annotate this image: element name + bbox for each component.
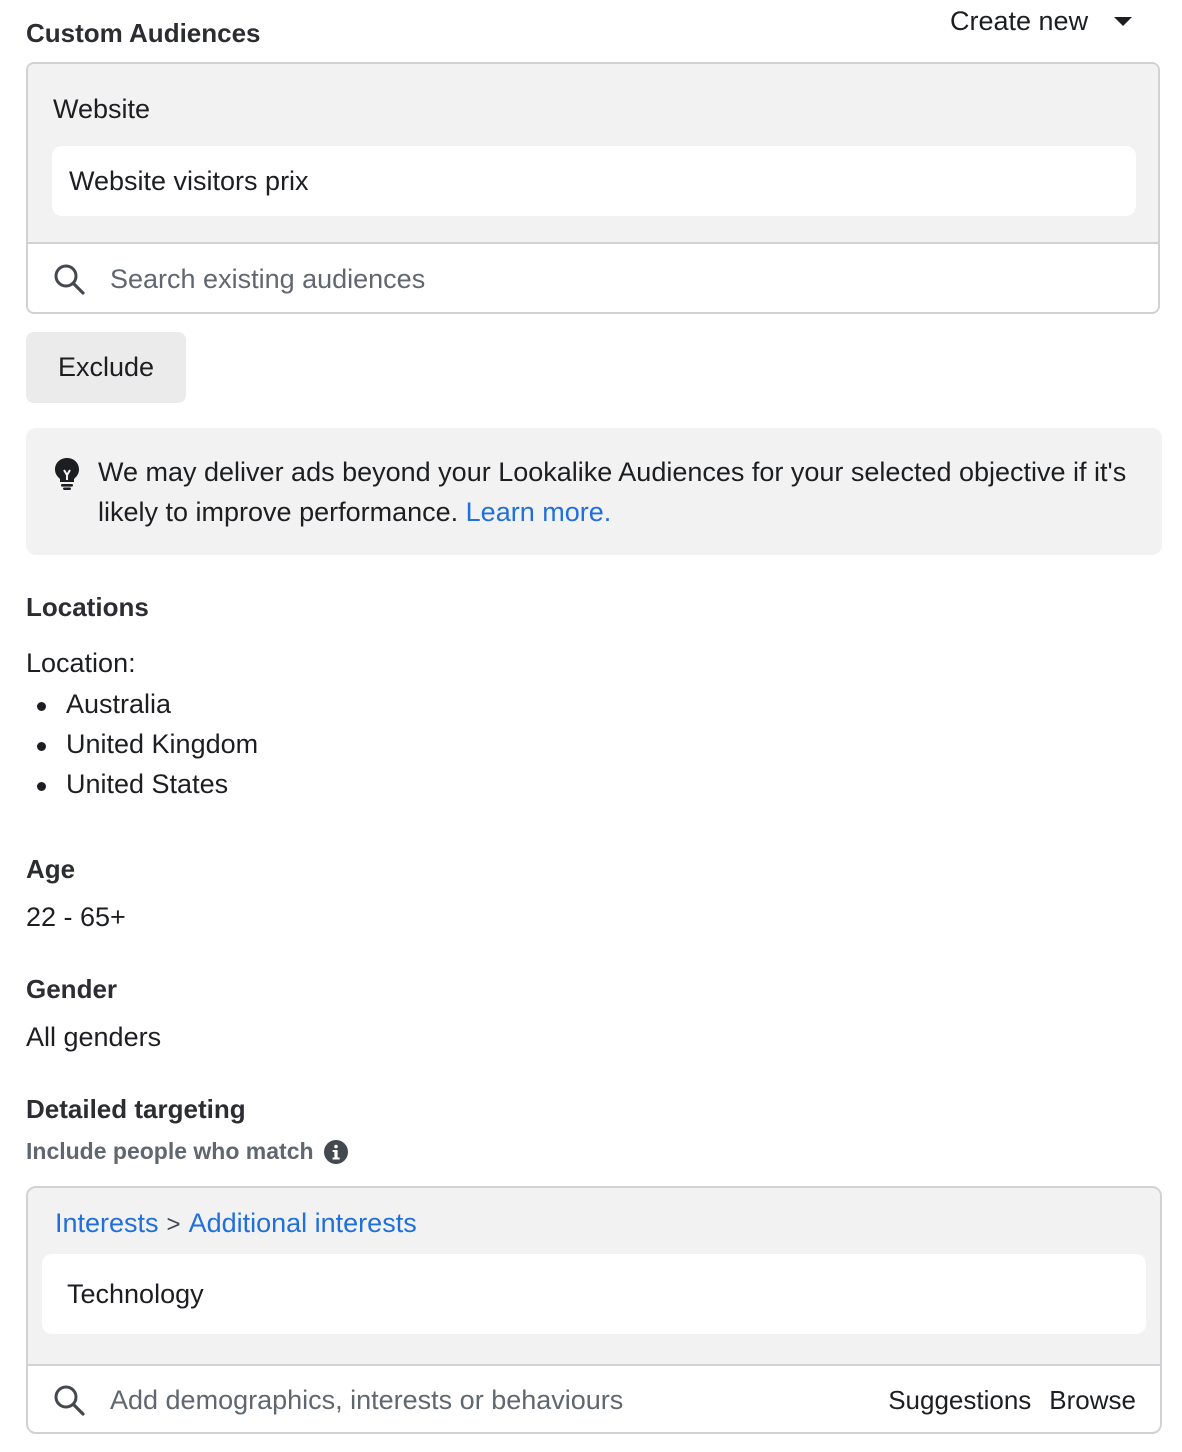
age-title: Age [26,854,76,884]
custom-audiences-title: Custom Audiences [26,18,261,48]
selected-interest-chip[interactable]: Technology [42,1254,1146,1334]
breadcrumb-additional-interests[interactable]: Additional interests [188,1208,417,1238]
notice-text: We may deliver ads beyond your Lookalike Audiences for your selected objective if it's likely to improve performance. [98,457,1127,527]
learn-more-link[interactable]: Learn more. [465,497,612,527]
create-new-label: Create new [950,6,1089,36]
breadcrumb-interests[interactable]: Interests [55,1208,159,1238]
location-item: United States [26,764,258,804]
age-value: 22 - 65+ [26,902,126,932]
lightbulb-icon [52,456,82,490]
exclude-button[interactable]: Exclude [26,332,186,403]
gender-title: Gender [26,974,118,1004]
selected-audiences-panel [28,64,1158,244]
targeting-search-bar [28,1366,1160,1434]
audience-search-input[interactable] [108,263,1158,296]
targeting-search-input[interactable] [108,1384,888,1417]
breadcrumb [55,1208,417,1239]
location-label: Location: [26,648,136,678]
suggestions-button[interactable]: Suggestions [888,1384,1032,1415]
location-item: United Kingdom [26,724,258,764]
detailed-targeting-box [26,1186,1162,1434]
detailed-targeting-title: Detailed targeting [26,1094,246,1124]
info-icon[interactable] [324,1140,348,1164]
custom-audience-selector [26,62,1160,314]
create-new-dropdown[interactable] [950,6,1132,37]
lookalike-notice [26,428,1162,555]
browse-button[interactable]: Browse [1049,1384,1136,1415]
locations-title: Locations [26,592,149,622]
location-item: Australia [26,684,258,724]
breadcrumb-separator: > [166,1211,181,1238]
search-icon [52,1383,86,1417]
selected-targeting-panel [28,1188,1160,1366]
search-icon [52,262,86,296]
include-people-label: Include people who match [26,1138,314,1164]
audience-group-label: Website [53,94,151,124]
targeting-actions [888,1385,1136,1416]
audience-search-bar [28,244,1158,314]
include-people-subtitle [26,1138,348,1165]
selected-audience-chip[interactable]: Website visitors prix [52,146,1136,216]
notice-text-block [98,452,1138,532]
location-list [26,684,258,804]
gender-value: All genders [26,1022,162,1052]
caret-down-icon [1114,17,1132,26]
